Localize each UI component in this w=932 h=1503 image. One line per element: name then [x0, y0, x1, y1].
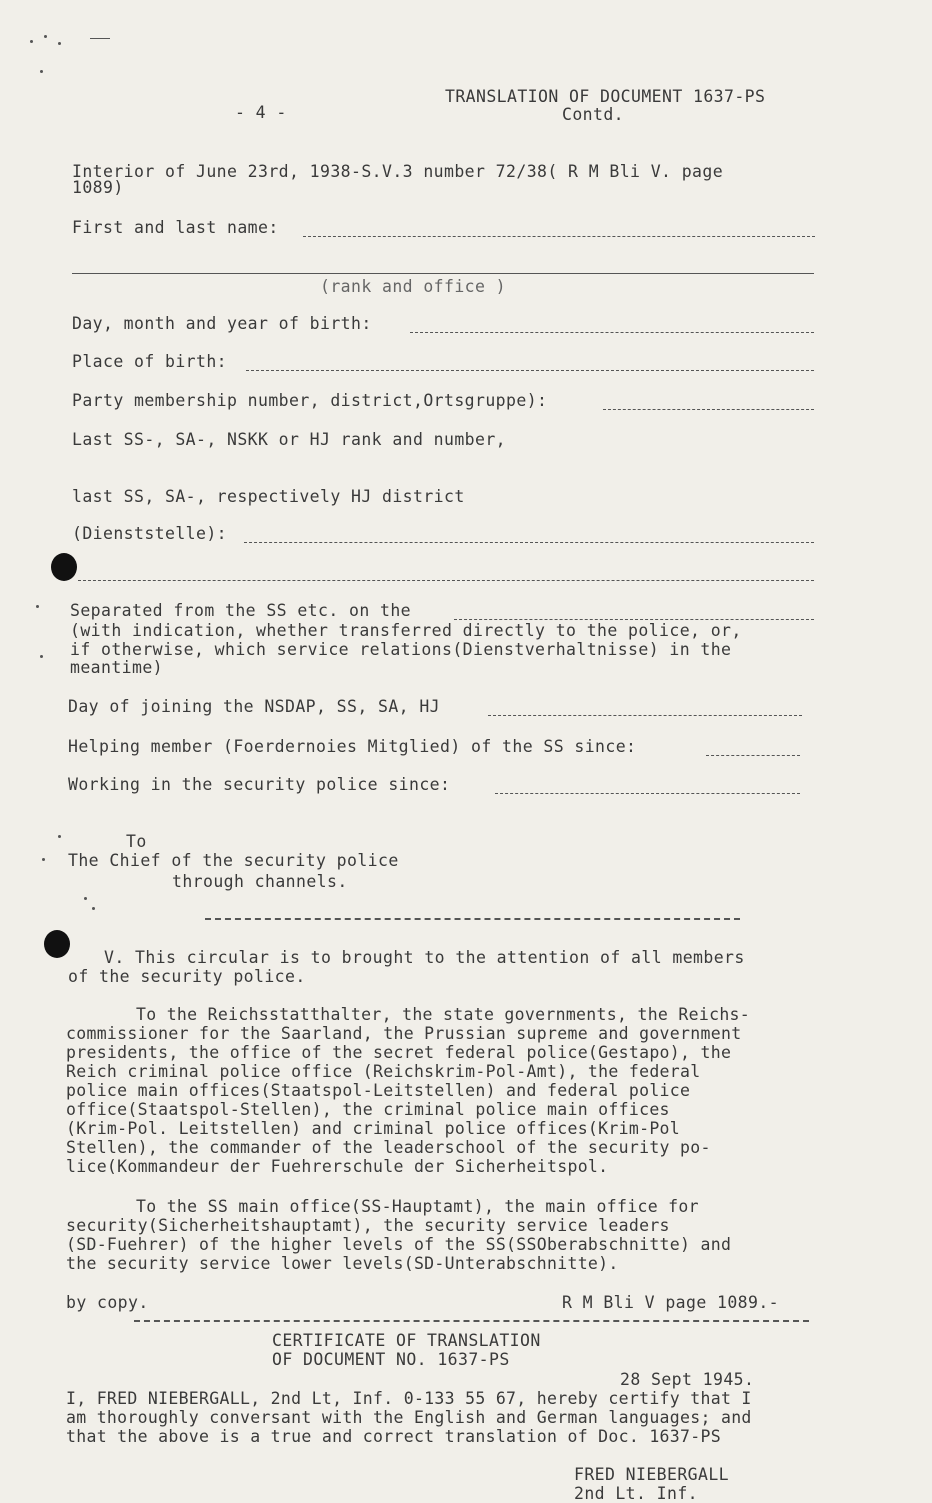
day-joining-blank — [488, 715, 802, 716]
distribution-1-line: To the Reichsstatthalter, the state governments, the Reichs- — [136, 1005, 751, 1024]
paper-mark — [90, 38, 110, 39]
separated-label-3: if otherwise, which service relations(Dienstverhaltnisse) in the — [70, 640, 732, 659]
certificate-divider — [134, 1320, 809, 1322]
signature-rank: 2nd Lt. Inf. — [574, 1484, 699, 1503]
certificate-subtitle: OF DOCUMENT NO. 1637-PS — [272, 1350, 510, 1369]
day-joining-label: Day of joining the NSDAP, SS, SA, HJ — [68, 697, 441, 716]
first-last-name-blank — [303, 236, 815, 237]
distribution-1-line: Stellen), the commander of the leaderschool of the security po- — [66, 1138, 711, 1157]
helping-member-label: Helping member (Foerdernoies Mitglied) of the SS since: — [68, 737, 637, 756]
certificate-title: CERTIFICATE OF TRANSLATION — [272, 1331, 541, 1350]
birth-place-label: Place of birth: — [72, 352, 228, 371]
first-last-name-label: First and last name: — [72, 218, 279, 237]
circular-line-2: of the security police. — [68, 967, 306, 986]
birth-date-blank — [410, 332, 814, 333]
paper-speck — [92, 907, 95, 910]
paper-speck — [44, 35, 47, 38]
paper-speck — [40, 655, 43, 658]
distribution-2-line: To the SS main office(SS-Hauptamt), the main office for — [136, 1197, 699, 1216]
separated-label-4: meantime) — [70, 658, 164, 677]
certificate-date: 28 Sept 1945. — [620, 1370, 755, 1389]
paper-speck — [42, 858, 45, 861]
party-number-blank — [603, 409, 814, 410]
distribution-1-line: office(Staatspol-Stellen), the criminal police main offices — [66, 1100, 670, 1119]
certificate-line: that the above is a true and correct translation of Doc. 1637-PS — [66, 1427, 721, 1446]
rank-office-label: (rank and office ) — [320, 277, 507, 296]
working-since-blank — [495, 793, 800, 794]
last-district-label: last SS, SA-, respectively HJ district — [72, 487, 465, 506]
paper-speck — [58, 835, 61, 838]
working-since-label: Working in the security police since: — [68, 775, 451, 794]
page-number: - 4 - — [235, 103, 287, 122]
birth-place-blank — [246, 370, 814, 371]
dienststelle-blank — [244, 542, 814, 543]
last-rank-label: Last SS-, SA-, NSKK or HJ rank and number, — [72, 430, 507, 449]
paper-speck — [36, 605, 39, 608]
punch-hole-top — [51, 553, 77, 581]
rank-office-blank — [72, 273, 814, 274]
paper-speck — [58, 42, 61, 45]
paper-speck — [30, 40, 33, 43]
paper-speck — [40, 70, 43, 73]
party-number-label: Party membership number, district,Ortsgruppe): — [72, 391, 548, 410]
distribution-1-line: (Krim-Pol. Leitstellen) and criminal police offices(Krim-Pol — [66, 1119, 681, 1138]
certificate-line: am thoroughly conversant with the English and German languages; and — [66, 1408, 752, 1427]
intro-line-1: Interior of June 23rd, 1938-S.V.3 number 72/38( R M Bli V. page — [72, 162, 724, 181]
punch-hole-bottom — [44, 930, 70, 958]
intro-line-2: 1089) — [72, 178, 124, 197]
circular-line-1: V. This circular is to brought to the attention of all members — [104, 948, 745, 967]
addressee-channels: through channels. — [172, 872, 348, 891]
document-contd: Contd. — [562, 105, 625, 124]
extra-blank-line — [78, 580, 814, 581]
addressee-to: To — [126, 832, 147, 851]
distribution-2-line: security(Sicherheitshauptamt), the security service leaders — [66, 1216, 670, 1235]
distribution-2-line: the security service lower levels(SD-Unterabschnitte). — [66, 1254, 619, 1273]
paper-speck — [84, 897, 87, 900]
reference: R M Bli V page 1089.- — [562, 1293, 780, 1312]
by-copy: by copy. — [66, 1293, 149, 1312]
birth-date-label: Day, month and year of birth: — [72, 314, 372, 333]
distribution-1-line: police main offices(Staatspol-Leitstellen) and federal police — [66, 1081, 691, 1100]
separated-label-1: Separated from the SS etc. on the — [70, 601, 412, 620]
document-title: TRANSLATION OF DOCUMENT 1637-PS — [445, 87, 766, 106]
helping-member-blank — [706, 755, 800, 756]
section-divider — [205, 918, 740, 920]
distribution-1-line: commissioner for the Saarland, the Prussian supreme and government — [66, 1024, 742, 1043]
distribution-1-line: Reich criminal police office (Reichskrim-Pol-Amt), the federal — [66, 1062, 701, 1081]
separated-label-2: (with indication, whether transferred directly to the police, or, — [70, 621, 742, 640]
separated-blank — [454, 619, 814, 620]
addressee-chief: The Chief of the security police — [68, 851, 399, 870]
signature-name: FRED NIEBERGALL — [574, 1465, 730, 1484]
certificate-line: I, FRED NIEBERGALL, 2nd Lt, Inf. 0-133 55 67, hereby certify that I — [66, 1389, 752, 1408]
distribution-1-line: presidents, the office of the secret federal police(Gestapo), the — [66, 1043, 732, 1062]
distribution-1-line: lice(Kommandeur der Fuehrerschule der Sicherheitspol. — [66, 1157, 609, 1176]
dienststelle-label: (Dienststelle): — [72, 524, 228, 543]
distribution-2-line: (SD-Fuehrer) of the higher levels of the SS(SSOberabschnitte) and — [66, 1235, 732, 1254]
